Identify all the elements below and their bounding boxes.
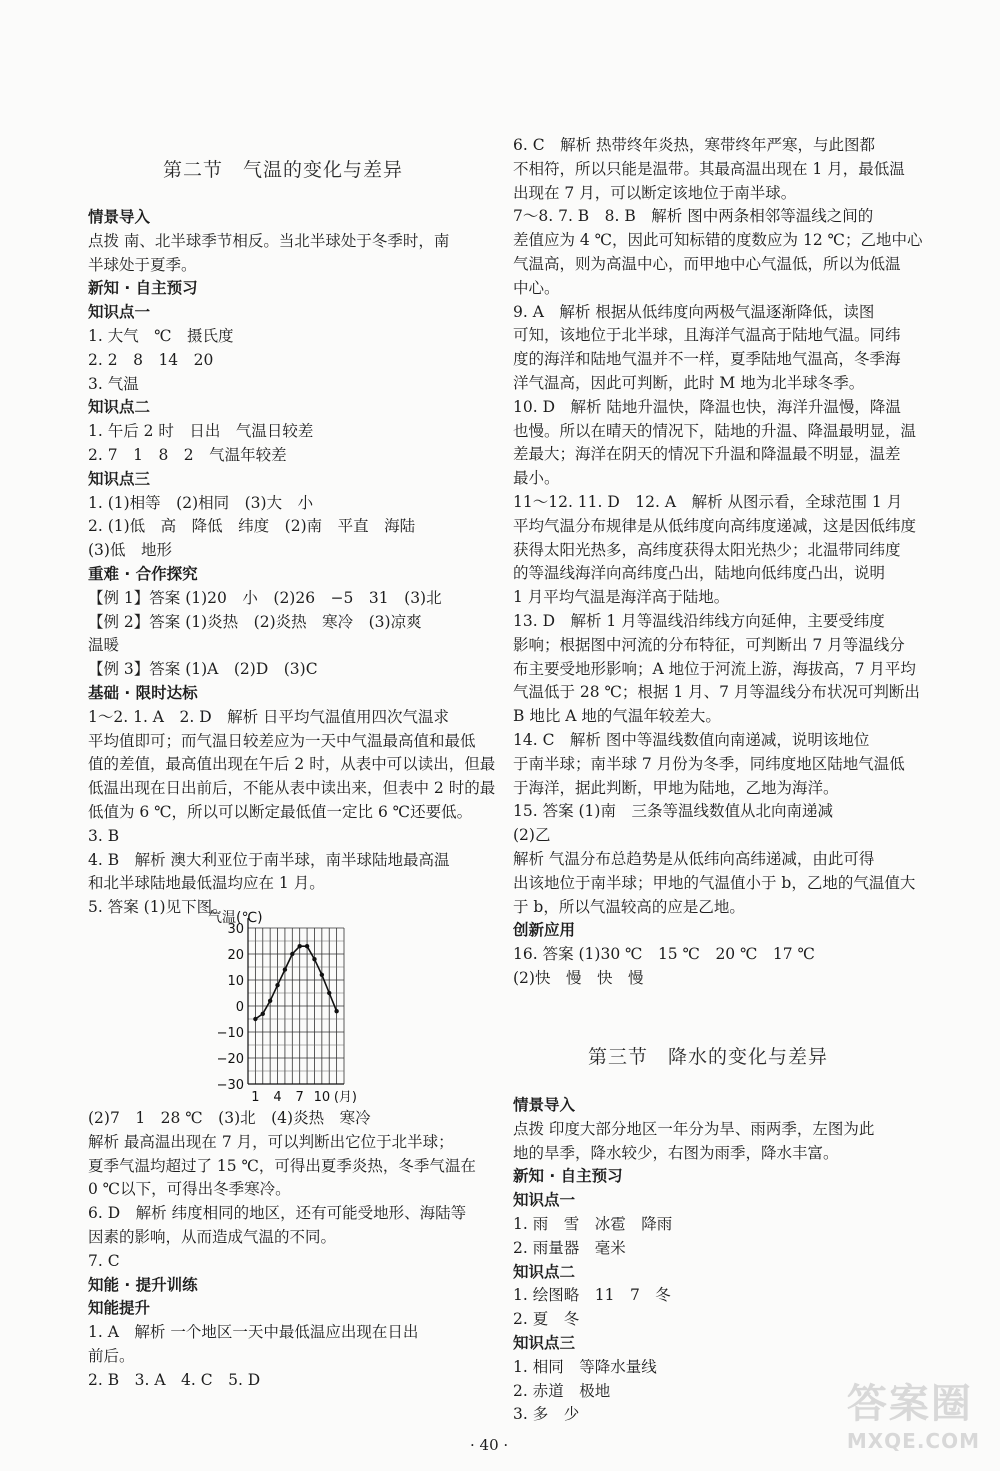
text-line: 洋气温高，因此可判断，此时 M 地为北半球冬季。 [513,374,865,392]
section-heading: 知识点二 [88,398,151,417]
temperature-point [290,952,294,956]
text-line: 解析 气温分布总趋势是从低纬向高纬递减，由此可得 [513,850,875,868]
text-line: 气温高，则为高温中心，而甲地中心气温低，所以为低温 [513,255,901,273]
text-line: 0 ℃以下，可得出冬季寒冷。 [88,1180,291,1199]
text-line: 点拨 南、北半球季节相反。当北半球处于冬季时，南 [88,231,450,250]
temperature-point [334,1009,338,1013]
text-line: 出该地位于南半球；甲地的气温值小于 b，乙地的气温值大 [513,873,916,892]
text-line: 平均气温分布规律是从低纬度向高纬度递减，这是因低纬度 [513,516,917,535]
x-tick-label: 7 [295,1090,304,1105]
temperature-point [253,1017,257,1021]
text-line: 气温低于 28 ℃；根据 1 月、7 月等温线分布状况可判断出 [513,683,920,702]
text-line: 1. A 解析 一个地区一天中最低温应出现在日出 [88,1323,419,1342]
text-line: 获得太阳光热多，高纬度获得太阳光热少；北温带同纬度 [513,540,901,559]
text-line: 温暖 [88,636,120,655]
text-line: 3. B [88,826,120,845]
text-line: 影响；根据图中河流的分布特征，可判断出 7 月等温线分 [513,635,905,654]
text-line: 1. (1)相等 (2)相同 (3)大 小 [88,493,314,512]
section-heading: 知识点三 [513,1334,576,1352]
section-heading: 知能提升 [88,1299,151,1318]
text-line: 半球处于夏季。 [88,255,197,274]
section-heading: 创新应用 [513,921,576,940]
text-line: 6. D 解析 纬度相同的地区，还有可能受地形、海陆等 [88,1204,467,1223]
text-line: 于 b，所以气温较高的应是乙地。 [513,897,745,916]
text-line: 出现在 7 月，可以断定该地位于南半球。 [513,183,797,202]
text-line: (3)低 地形 [88,541,172,560]
temperature-point [297,944,301,948]
page-number: · 40 · [470,1436,509,1454]
text-line: 3. 多 少 [513,1405,580,1424]
temperature-point [283,967,287,971]
text-line: 2. 赤道 极地 [513,1381,611,1400]
text-line: 2. 夏 冬 [513,1310,580,1329]
text-line: 前后。 [88,1347,135,1365]
section-heading: 知识点二 [513,1262,576,1281]
text-line: 不相符，所以只能是温带。其最高温出现在 1 月，最低温 [513,159,905,178]
text-line: 【例 2】答案 (1)炎热 (2)炎热 寒冷 (3)凉爽 [88,612,422,631]
text-line: 2. 雨量器 毫米 [513,1238,626,1257]
text-line: 夏季气温均超过了 15 ℃，可得出夏季炎热，冬季气温在 [88,1156,476,1175]
text-line: 5. 答案 (1)见下图。 [88,898,228,917]
section-heading: 重难 · 合作探究 [88,565,198,583]
y-tick-label: 0 [235,1000,244,1015]
section-title-2: 第二节 气温的变化与差异 [163,159,404,181]
section-title-3: 第三节 降水的变化与差异 [588,1046,829,1068]
temperature-point [305,944,309,948]
text-line: B 地比 A 地的气温年较差大。 [513,707,721,726]
text-line: (2)快 慢 快 慢 [513,969,644,987]
text-line: 值的差值，最高值出现在午后 2 时，从表中可以读出，但最 [88,755,496,774]
section-heading: 知识点三 [88,469,151,488]
text-line: 1～2. 1. A 2. D 解析 日平均气温值用四次气温求 [88,707,450,726]
text-line: 【例 1】答案 (1)20 小 (2)26 −5 31 (3)北 [88,588,442,607]
text-line: 因素的影响，从而造成气温的不同。 [88,1228,337,1246]
x-tick-label: 1 [251,1090,260,1105]
text-line: 也慢。所以在晴天的情况下，陆地的升温、降温最明显，温 [513,421,917,440]
temperature-point [312,957,316,961]
watermark-logo [847,1372,980,1453]
text-line: 7～8. 7. B 8. B 解析 图中两条相邻等温线之间的 [513,207,874,226]
y-tick-label: 30 [227,922,244,937]
section-heading: 情景导入 [88,208,151,226]
text-line: 的等温线海洋向高纬度凸出，陆地向低纬度凸出，说明 [513,564,886,583]
text-line: 2. 2 8 14 20 [88,350,214,369]
text-line: 1. 午后 2 时 日出 气温日较差 [88,422,314,441]
text-line: 差最大；海洋在阴天的情况下升温和降温最不明显，温差 [513,445,901,464]
section-heading: 知识点一 [513,1191,576,1210]
text-line: 低值为 6 ℃，所以可以断定最低值一定比 6 ℃还要低。 [88,803,473,821]
text-line: 16. 答案 (1)30 ℃ 15 ℃ 20 ℃ 17 ℃ [513,945,815,964]
text-line: 2. B 3. A 4. C 5. D [88,1370,261,1389]
temperature-point [275,983,279,987]
text-line: 2. 7 1 8 2 气温年较差 [88,446,287,464]
section-heading: 知识点一 [88,303,151,322]
temperature-point [320,973,324,977]
section-heading: 新知 · 自主预习 [88,279,198,298]
text-line: 于南半球；南半球 7 月份为冬季，同纬度地区陆地气温低 [513,754,905,773]
text-line: 于海洋，据此判断，甲地为陆地，乙地为海洋。 [513,778,839,797]
text-line: 布主要受地形影响；A 地位于河流上游，海拔高，7 月平均 [513,659,916,678]
temperature-point [261,1012,265,1016]
text-line: 中心。 [513,278,560,297]
text-line: 度的海洋和陆地气温并不一样，夏季陆地气温高，冬季海 [513,350,901,369]
text-line: 可知，该地位于北半球，且海洋气温高于陆地气温。同纬 [513,326,901,345]
y-tick-label: −30 [216,1078,244,1093]
text-line: 14. C 解析 图中等温线数值向南递减，说明该地位 [513,731,870,749]
section-heading: 情景导入 [513,1096,576,1114]
y-tick-label: 20 [227,948,244,963]
text-line: 15. 答案 (1)南 三条等温线数值从北向南递减 [513,802,833,821]
text-line: 1. 相同 等降水量线 [513,1357,657,1376]
text-line: 和北半球陆地最低温均应在 1 月。 [88,874,325,893]
y-tick-label: 10 [227,974,244,989]
text-line: 地的旱季，降水较少，右图为雨季，降水丰富。 [513,1143,839,1162]
text-line: 1 月平均气温是海洋高于陆地。 [513,588,730,607]
temperature-line [255,946,336,1019]
x-axis-unit: (月) [333,1090,358,1105]
y-axis-label: 气温(℃) [208,910,263,926]
text-line: 1. 绘图略 11 7 冬 [513,1286,671,1305]
watermark-url: MXQE.COM [846,1429,980,1453]
text-line: 10. D 解析 陆地升温快，降温也快，海洋升温慢，降温 [513,397,901,416]
x-tick-label: 10 [313,1090,331,1105]
temperature-point [268,999,272,1003]
text-line: 【例 3】答案 (1)A (2)D (3)C [88,660,318,679]
text-line: (2)7 1 28 ℃ (3)北 (4)炎热 寒冷 [88,1109,371,1127]
text-line: (2)乙 [513,826,551,845]
text-line: 9. A 解析 根据从低纬度向两极气温逐渐降低，读图 [513,302,875,321]
section-heading: 新知 · 自主预习 [513,1167,623,1186]
y-tick-label: −10 [216,1026,244,1041]
x-tick-label: 4 [273,1090,282,1105]
text-line: 13. D 解析 1 月等温线沿纬线方向延伸，主要受纬度 [513,612,885,630]
text-line: 2. (1)低 高 降低 纬度 (2)南 平直 海陆 [88,517,416,536]
text-line: 6. C 解析 热带终年炎热，寒带终年严寒，与此图都 [513,136,876,154]
text-line: 低温出现在日出前后，不能从表中读出来，但表中 2 时的最 [88,779,496,798]
temperature-point [327,991,331,995]
text-line: 4. B 解析 澳大利亚位于南半球，南半球陆地最高温 [88,850,450,869]
text-line: 11～12. 11. D 12. A 解析 从图示看，全球范围 1 月 [513,493,903,511]
y-tick-label: −20 [216,1052,244,1067]
text-line: 7. C [88,1251,120,1270]
text-line: 解析 最高温出现在 7 月，可以判断出它位于北半球； [88,1132,454,1151]
text-line: 1. 雨 雪 冰雹 降雨 [513,1215,673,1233]
text-line: 3. 气温 [88,374,139,393]
text-line: 差值应为 4 ℃，因此可知标错的度数应为 12 ℃；乙地中心 [513,231,923,250]
section-heading: 知能 · 提升训练 [88,1275,198,1294]
text-line: 最小。 [513,469,560,488]
watermark-logo-text: 答案圈 [846,1381,973,1427]
text-line: 平均值即可；而气温日较差应为一天中气温最高值和最低 [88,731,476,750]
temperature-chart [208,906,418,1106]
section-heading: 基础 · 限时达标 [88,684,198,702]
text-line: 1. 大气 ℃ 摄氏度 [88,327,234,345]
text-line: 点拨 印度大部分地区一年分为旱、雨两季，左图为此 [513,1119,875,1138]
